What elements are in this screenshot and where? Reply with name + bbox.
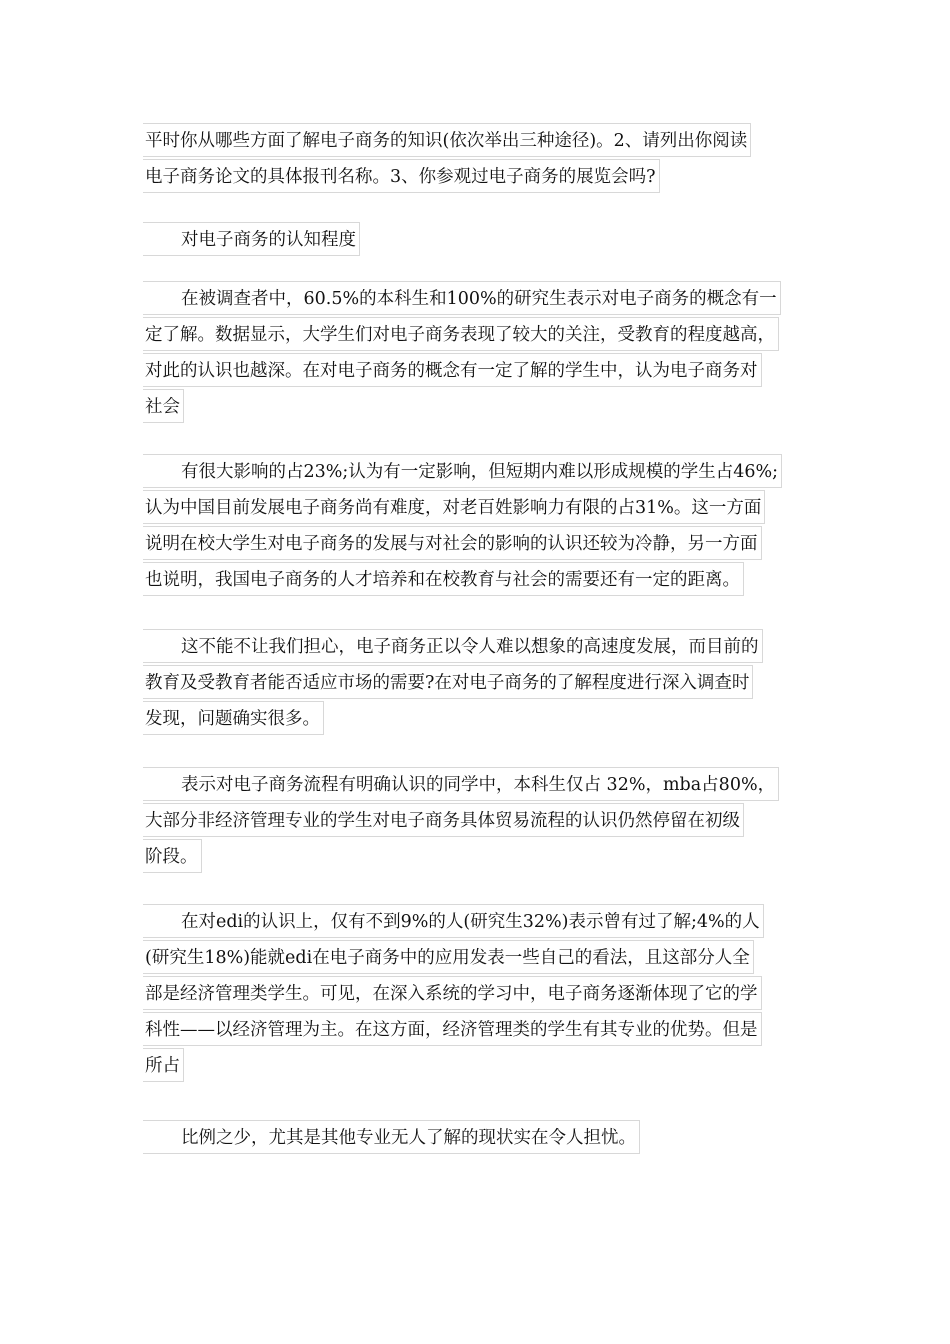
text-line: 社会 (143, 389, 184, 423)
text-line: 比例之少，尤其是其他专业无人了解的现状实在令人担忧。 (143, 1120, 640, 1154)
paragraph-survey-questions (143, 123, 751, 193)
heading-line: 对电子商务的认知程度 (143, 222, 360, 256)
text-line: 阶段。 (143, 839, 202, 873)
paragraph-awareness (143, 281, 781, 423)
text-line: 所占 (143, 1048, 184, 1082)
paragraph-process (143, 767, 779, 873)
paragraph-conclusion (143, 1120, 640, 1154)
text-line: 认为中国目前发展电子商务尚有难度，对老百姓影响力有限的占31%。这一方面 (143, 490, 765, 524)
text-line: 大部分非经济管理专业的学生对电子商务具体贸易流程的认识仍然停留在初级 (143, 803, 744, 837)
section-heading (143, 222, 360, 256)
paragraph-concern (143, 629, 763, 735)
text-line: 科性——以经济管理为主。在这方面，经济管理类的学生有其专业的优势。但是 (143, 1012, 762, 1046)
text-line: (研究生18%)能就edi在电子商务中的应用发表一些自己的看法，且这部分人全 (143, 940, 754, 974)
text-line: 说明在校大学生对电子商务的发展与对社会的影响的认识还较为冷静，另一方面 (143, 526, 762, 560)
text-line: 对此的认识也越深。在对电子商务的概念有一定了解的学生中，认为电子商务对 (143, 353, 762, 387)
text-line: 表示对电子商务流程有明确认识的同学中，本科生仅占 32%，mba占80%， (143, 767, 779, 801)
paragraph-edi (143, 904, 764, 1082)
text-line: 有很大影响的占23%;认为有一定影响，但短期内难以形成规模的学生占46%; (143, 454, 782, 488)
text-line: 平时你从哪些方面了解电子商务的知识(依次举出三种途径)。2、请列出你阅读 (143, 123, 751, 157)
text-line: 教育及受教育者能否适应市场的需要?在对电子商务的了解程度进行深入调查时 (143, 665, 753, 699)
text-line: 在被调查者中，60.5%的本科生和100%的研究生表示对电子商务的概念有一 (143, 281, 781, 315)
text-line: 电子商务论文的具体报刊名称。3、你参观过电子商务的展览会吗? (143, 159, 660, 193)
text-line: 定了解。数据显示，大学生们对电子商务表现了较大的关注，受教育的程度越高， (143, 317, 779, 351)
text-line: 这不能不让我们担心，电子商务正以令人难以想象的高速度发展，而目前的 (143, 629, 763, 663)
text-line: 发现，问题确实很多。 (143, 701, 324, 735)
text-line: 也说明，我国电子商务的人才培养和在校教育与社会的需要还有一定的距离。 (143, 562, 744, 596)
text-line: 部是经济管理类学生。可见，在深入系统的学习中，电子商务逐渐体现了它的学 (143, 976, 762, 1010)
text-line: 在对edi的认识上，仅有不到9%的人(研究生32%)表示曾有过了解;4%的人 (143, 904, 764, 938)
paragraph-impact (143, 454, 782, 596)
